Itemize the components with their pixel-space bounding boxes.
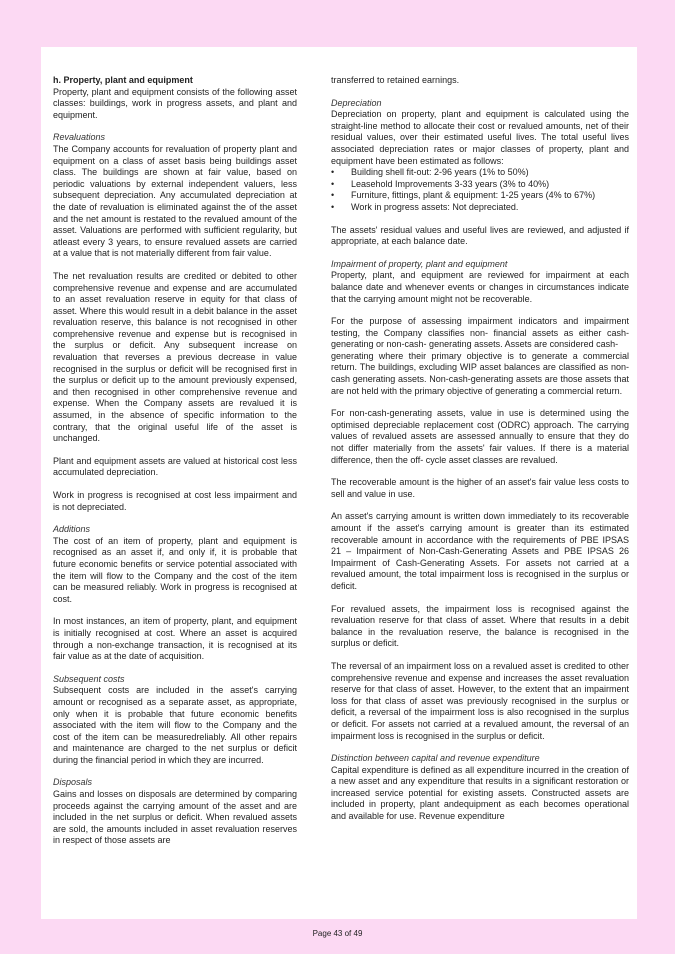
depreciation-list — [331, 167, 629, 213]
impairment-paragraph-6: For revalued assets, the impairment loss is recognised against the revaluation reserve for that class of asset. Where that results in a debit balance in the revaluation reserve, the balance is recognised in the surplus or deficit. — [331, 603, 629, 649]
additions-paragraph-2: In most instances, an item of property, plant, and equipment is initially recognised at cost. Where an asset is acquired through a non-exchange transaction, it is recognised at its fair value as at the date of acquisition. — [53, 616, 297, 662]
list-item: • Work in progress assets: Not depreciated. — [351, 202, 629, 214]
impairment-heading: Impairment of property, plant and equipment — [331, 258, 508, 269]
subsequent-costs-paragraph: Subsequent costs are included in the asset's carrying amount or recognised as a separate asset, as appropriate, only when it is probable that future economic benefits associated with the item will flow to the Company and the cost of the item can be measuredreliably. All other repairs and maintenance are charged to the net surplus or deficit during the financial period in which they are incurred. — [53, 685, 297, 765]
depreciation-heading: Depreciation — [331, 97, 382, 108]
list-item: • Building shell fit-out: 2-96 years (1% to 50%) — [351, 167, 629, 179]
impairment-paragraph-2b: generating where their primary objective is to generate a commercial return. The buildings, excluding WIP asset balances are classified as non-cash generating assets. Non-cash-generating assets are those assets that are not held with the primary objective of generating a commercial return. — [331, 350, 629, 396]
additions-heading: Additions — [53, 524, 91, 535]
continued-text: transferred to retained earnings. — [331, 75, 460, 85]
revaluations-paragraph-4: Work in progress is recognised at cost less impairment and is not depreciated. — [53, 490, 297, 512]
additions-paragraph-1: The cost of an item of property, plant and equipment is recognised as an asset if, and only if, it is probable that future economic benefits or service potential associated with the item will flow to the Company and the cost of the item can be measured reliably. Work in progress is recognised at cost. — [53, 535, 297, 604]
left-column — [53, 75, 297, 847]
depreciation-paragraph-1: Depreciation on property, plant and equipment is calculated using the straight-line method to allocate their cost or revalued amounts, net of their residual values, over their estimated useful lives. The total useful lives associated depreciation rates or major classes of property, plant and equipment have been estimated as follows: — [331, 109, 629, 166]
intro-paragraph: Property, plant and equipment consists of the following asset classes: buildings, work in progress assets, and plant and equipment. — [53, 86, 297, 120]
revaluations-heading: Revaluations — [53, 132, 106, 143]
page-number: Page 43 of 49 — [312, 929, 363, 938]
subsequent-costs-heading: Subsequent costs — [53, 673, 125, 684]
distinction-paragraph: Capital expenditure is defined as all expenditure incurred in the creation of a new asset and any expenditure that results in a significant restoration or increased service potential for existing assets. Constructed assets are included in property, plant andequipment as each becomes operational and available for use. Revenue expenditure — [331, 764, 629, 822]
impairment-paragraph-4: The recoverable amount is the higher of an asset's fair value less costs to sell and value in use. — [331, 477, 629, 499]
distinction-heading: Distinction between capital and revenue expenditure — [331, 753, 540, 764]
impairment-paragraph-1: Property, plant, and equipment are reviewed for impairment at each balance date and whenever events or changes in circumstances indicate that the carrying amount might not be recoverable. — [331, 270, 629, 304]
right-column — [331, 75, 629, 823]
revaluations-paragraph-3: Plant and equipment assets are valued at historical cost less accumulated depreciation. — [53, 455, 297, 478]
revaluations-paragraph-1: The Company accounts for revaluation of property plant and equipment on a class of asset basis being buildings asset class. The buildings are shown at fair value, based on periodic valuations by external independent valuers, less subsequent depreciation. Any accumulated depreciation at the date of revaluation is eliminated against the of the asset and the net amount is restated to the revalued amount of the asset. Valuations are performed with sufficient regularity, but atleast every 3 years, to ensure revalued assets are carried at a value that is not materially different from fair value. — [53, 143, 297, 259]
list-item: • Furniture, fittings, plant & equipment: 1-25 years (4% to 67%) — [351, 190, 629, 202]
depreciation-paragraph-2: The assets' residual values and useful lives are reviewed, and adjusted if appropriate, at each balance date. — [331, 224, 629, 247]
disposals-heading: Disposals — [53, 777, 93, 788]
section-heading: h. Property, plant and equipment — [53, 75, 193, 85]
document-page — [41, 47, 637, 919]
impairment-paragraph-5: An asset's carrying amount is written down immediately to its recoverable amount if the asset's carrying amount is greater than its estimated recoverable amount in accordance with the requirements of PBE IPSAS 21 – Impairment of Non-Cash-Generating Assets and PBE IPSAS 26 Impairment of Cash-Generating Assets. For assets not carried at a revalued amount, the total impairment loss is recognised in the surplus or deficit. — [331, 511, 629, 591]
impairment-paragraph-3: For non-cash-generating assets, value in use is determined using the optimised depreciable replacement cost (ODRC) approach. The carrying values of revalued assets are assessed annually to ensure that they do not differ materially from the assets' fair values. If there is a material difference, then the off- cycle asset classes are revalued. — [331, 408, 629, 465]
disposals-paragraph: Gains and losses on disposals are determined by comparing proceeds against the carrying amount of the asset and are included in the net surplus or deficit. When revalued assets are sold, the amounts included in asset revaluation reserves in respect of those assets are — [53, 789, 297, 846]
list-item: • Leasehold Improvements 3-33 years (3% to 40%) — [351, 179, 629, 191]
revaluations-paragraph-2: The net revaluation results are credited or debited to other comprehensive revenue and expense and are accumulated to an asset revaluation reserve in equity for that class of asset. Where this would result in a debit balance in the asset revaluation reserve, this balance is not recognised in other comprehensive revenue and expense but is recognised in the surplus or deficit. Any subsequent increase on revaluation that reverses a previous decrease in value recognised in the surplus or deficit will be recognised first in the surplus or deficit up to the amount previously expensed, and then recognised in other comprehensive revenue and expense. When the Company assets are revalued it is assumed, in the absence of specific information to the contrary, that the original useful life of the asset is unchanged. — [53, 270, 297, 444]
impairment-paragraph-2a: For the purpose of assessing impairment indicators and impairment testing, the Company classifies non- financial assets as either cash-generating or non-cash- generating assets. Assets are considered cash- — [331, 316, 629, 350]
impairment-paragraph-7: The reversal of an impairment loss on a revalued asset is credited to other comprehensive revenue and expense and increases the asset revaluation reserve for that class of asset. However, to the extent that an impairment loss for that class of asset was previously recognised in the surplus or deficit, a reversal of the impairment loss is also recognised in the surplus or deficit. For assets not carried at a revalued amount, the reversal of an impairment loss is recognised in the surplus or deficit. — [331, 660, 629, 741]
